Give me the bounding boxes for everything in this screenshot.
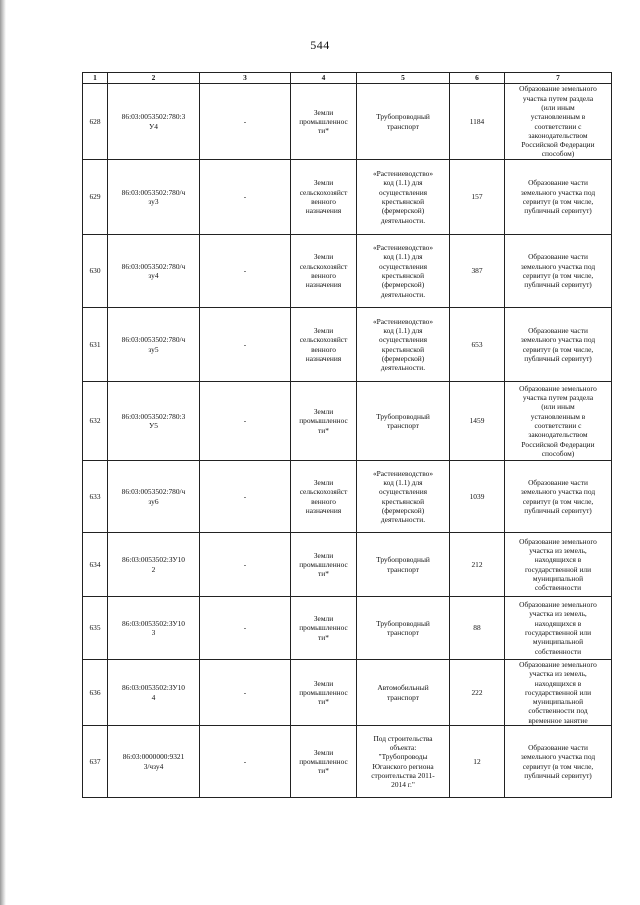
column-3-cell: - — [200, 308, 291, 382]
column-3-cell: - — [200, 235, 291, 308]
column-3-cell: - — [200, 382, 291, 461]
permitted-use-cell: «Растениеводство» код (1.1) для осуществления крестьянской (фермерской) деятельности. — [357, 160, 450, 235]
land-category-cell: Земли промышленнос ти* — [291, 597, 357, 660]
table-row — [83, 382, 612, 461]
cadastral-number-cell: 86:03:0053502:780/ч зу4 — [108, 235, 200, 308]
formation-method-cell: Образование земельного участка из земель, находящихся в государственной или муниципальной собственности под временное занятие — [505, 660, 612, 726]
cadastral-number-cell: 86:03:0053502:780:3 У5 — [108, 382, 200, 461]
formation-method-cell: Образование земельного участка из земель, находящихся в государственной или муниципальной собственности — [505, 597, 612, 660]
table-row — [83, 597, 612, 660]
row-number-cell: 628 — [83, 84, 108, 160]
formation-method-cell: Образование земельного участка из земель, находящихся в государственной или муниципальной собственности — [505, 533, 612, 597]
column-header-1: 1 — [83, 73, 108, 84]
column-header-6: 6 — [450, 73, 505, 84]
area-cell: 157 — [450, 160, 505, 235]
column-3-cell: - — [200, 160, 291, 235]
formation-method-cell: Образование части земельного участка под сервитут (в том числе, публичный сервитут) — [505, 726, 612, 798]
permitted-use-cell: Трубопроводный транспорт — [357, 84, 450, 160]
land-category-cell: Земли промышленнос ти* — [291, 726, 357, 798]
area-cell: 12 — [450, 726, 505, 798]
formation-method-cell: Образование части земельного участка под сервитут (в том числе, публичный сервитут) — [505, 235, 612, 308]
cadastral-number-cell: 86:03:0053502:ЗУ10 3 — [108, 597, 200, 660]
area-cell: 1184 — [450, 84, 505, 160]
land-category-cell: Земли промышленнос ти* — [291, 382, 357, 461]
permitted-use-cell: Под строительства объекта: "Трубопроводы Юганского региона строительства 2011- 2014 г." — [357, 726, 450, 798]
permitted-use-cell: Трубопроводный транспорт — [357, 533, 450, 597]
header-row — [83, 73, 612, 84]
table-row — [83, 660, 612, 726]
permitted-use-cell: «Растениеводство» код (1.1) для осуществления крестьянской (фермерской) деятельности. — [357, 235, 450, 308]
permitted-use-cell: «Растениеводство» код (1.1) для осуществления крестьянской (фермерской) деятельности. — [357, 461, 450, 533]
cadastral-number-cell: 86:03:0053502:780/ч зу3 — [108, 160, 200, 235]
row-number-cell: 633 — [83, 461, 108, 533]
column-3-cell: - — [200, 533, 291, 597]
column-3-cell: - — [200, 84, 291, 160]
table-row — [83, 160, 612, 235]
row-number-cell: 629 — [83, 160, 108, 235]
row-number-cell: 631 — [83, 308, 108, 382]
cadastral-number-cell: 86:03:0053502:ЗУ10 4 — [108, 660, 200, 726]
cadastral-number-cell: 86:03:0000000:9321 3/чзу4 — [108, 726, 200, 798]
formation-method-cell: Образование части земельного участка под сервитут (в том числе, публичный сервитут) — [505, 308, 612, 382]
row-number-cell: 637 — [83, 726, 108, 798]
column-3-cell: - — [200, 726, 291, 798]
area-cell: 387 — [450, 235, 505, 308]
column-header-2: 2 — [108, 73, 200, 84]
land-category-cell: Земли сельскохозяйст венного назначения — [291, 235, 357, 308]
land-category-cell: Земли промышленнос ти* — [291, 533, 357, 597]
area-cell: 88 — [450, 597, 505, 660]
table-row — [83, 726, 612, 798]
table-row — [83, 235, 612, 308]
permitted-use-cell: «Растениеводство» код (1.1) для осуществления крестьянской (фермерской) деятельности. — [357, 308, 450, 382]
row-number-cell: 632 — [83, 382, 108, 461]
formation-method-cell: Образование части земельного участка под сервитут (в том числе, публичный сервитут) — [505, 461, 612, 533]
column-3-cell: - — [200, 660, 291, 726]
table-row — [83, 461, 612, 533]
column-header-4: 4 — [291, 73, 357, 84]
formation-method-cell: Образование земельного участка путем раздела (или иным установленным в соответствии с законодательством Российской Федерации способом) — [505, 84, 612, 160]
column-3-cell: - — [200, 461, 291, 533]
land-category-cell: Земли сельскохозяйст венного назначения — [291, 160, 357, 235]
cadastral-number-cell: 86:03:0053502:780/ч зу6 — [108, 461, 200, 533]
formation-method-cell: Образование части земельного участка под сервитут (в том числе, публичный сервитут) — [505, 160, 612, 235]
table-row — [83, 84, 612, 160]
cadastral-number-cell: 86:03:0053502:780/ч зу5 — [108, 308, 200, 382]
permitted-use-cell: Трубопроводный транспорт — [357, 382, 450, 461]
row-number-cell: 636 — [83, 660, 108, 726]
cadastral-number-cell: 86:03:0053502:ЗУ10 2 — [108, 533, 200, 597]
permitted-use-cell: Трубопроводный транспорт — [357, 597, 450, 660]
page-number: 544 — [310, 38, 330, 52]
table-row — [83, 308, 612, 382]
column-header-7: 7 — [505, 73, 612, 84]
area-cell: 212 — [450, 533, 505, 597]
column-header-5: 5 — [357, 73, 450, 84]
land-category-cell: Земли сельскохозяйст венного назначения — [291, 461, 357, 533]
table-row — [83, 533, 612, 597]
scan-edge — [0, 0, 6, 905]
land-category-cell: Земли сельскохозяйст венного назначения — [291, 308, 357, 382]
land-category-cell: Земли промышленнос ти* — [291, 660, 357, 726]
area-cell: 222 — [450, 660, 505, 726]
land-category-cell: Земли промышленнос ти* — [291, 84, 357, 160]
cadastral-number-cell: 86:03:0053502:780:3 У4 — [108, 84, 200, 160]
row-number-cell: 634 — [83, 533, 108, 597]
permitted-use-cell: Автомобильный транспорт — [357, 660, 450, 726]
area-cell: 1459 — [450, 382, 505, 461]
formation-method-cell: Образование земельного участка путем раздела (или иным установленным в соответствии с законодательством Российской Федерации способом) — [505, 382, 612, 461]
row-number-cell: 635 — [83, 597, 108, 660]
area-cell: 653 — [450, 308, 505, 382]
column-3-cell: - — [200, 597, 291, 660]
area-cell: 1039 — [450, 461, 505, 533]
land-plots-table — [82, 72, 612, 798]
column-header-3: 3 — [200, 73, 291, 84]
row-number-cell: 630 — [83, 235, 108, 308]
